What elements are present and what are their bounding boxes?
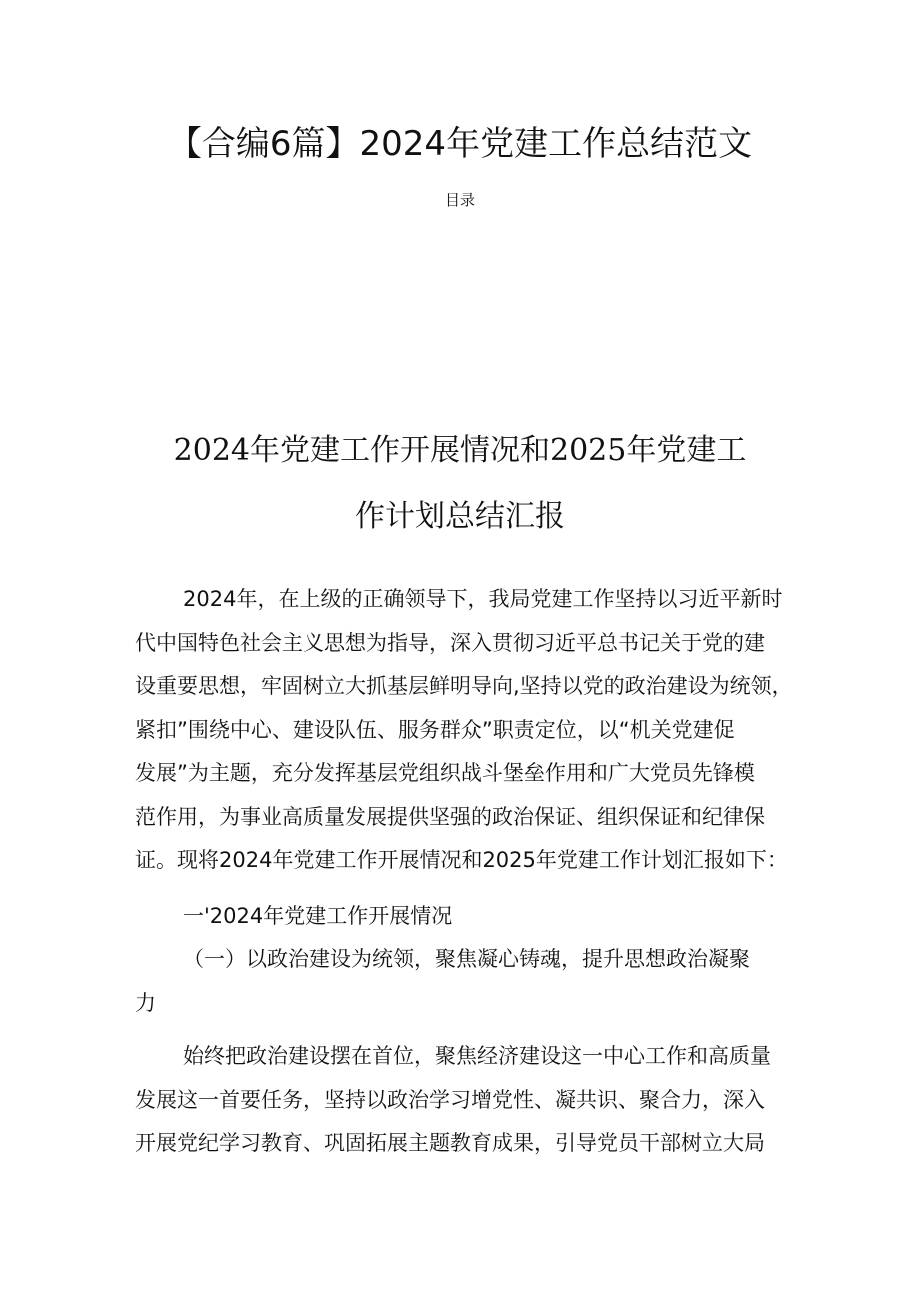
- paragraph-line: 开展党纪学习教育、巩固拓展主题教育成果，引导党员干部树立大局: [135, 1131, 765, 1155]
- subsection-heading-line: （一）以政治建设为统领，聚焦凝心铸魂，提升思想政治凝聚: [183, 947, 750, 971]
- intro-paragraph-line: 紧扣”围绕中心、建设队伍、服务群众”职责定位，以“机关党建促: [135, 717, 735, 742]
- intro-paragraph-line: 2024年，在上级的正确领导下，我局党建工作坚持以习近平新时: [183, 587, 783, 611]
- paragraph-line: 始终把政治建设摆在首位，聚焦经济建设这一中心工作和高质量: [183, 1044, 771, 1068]
- report-body: [135, 578, 793, 1166]
- document-title: 【合编6篇】2024年党建工作总结范文: [167, 124, 753, 164]
- intro-paragraph-line: 范作用，为事业高质量发展提供坚强的政治保证、组织保证和纪律保: [135, 804, 765, 829]
- intro-paragraph-line: 发展”为主题，充分发挥基层党组织战斗堡垒作用和广大党员先锋模: [135, 761, 755, 785]
- intro-paragraph-line: 代中国特色社会主义思想为指导，深入贯彻习近平总书记关于党的建: [135, 630, 765, 655]
- report-title-line: 2024年党建工作开展情况和2025年党建工: [173, 433, 747, 468]
- section-heading: 一'2024年党建工作开展情况: [183, 903, 453, 928]
- subsection-heading-line: 力: [135, 990, 156, 1015]
- report-title-line: 作计划总结汇报: [355, 499, 565, 534]
- table-of-contents-label: 目录: [444, 191, 475, 209]
- report-title: [140, 418, 780, 550]
- paragraph-line: 发展这一首要任务，坚持以政治学习增党性、凝共识、聚合力，深入: [135, 1087, 765, 1112]
- intro-paragraph-line: 设重要思想，牢固树立大抓基层鲜明导向,坚持以党的政治建设为统领，: [135, 674, 793, 698]
- intro-paragraph-line: 证。现将2024年党建工作开展情况和2025年党建工作计划汇报如下：: [135, 848, 788, 872]
